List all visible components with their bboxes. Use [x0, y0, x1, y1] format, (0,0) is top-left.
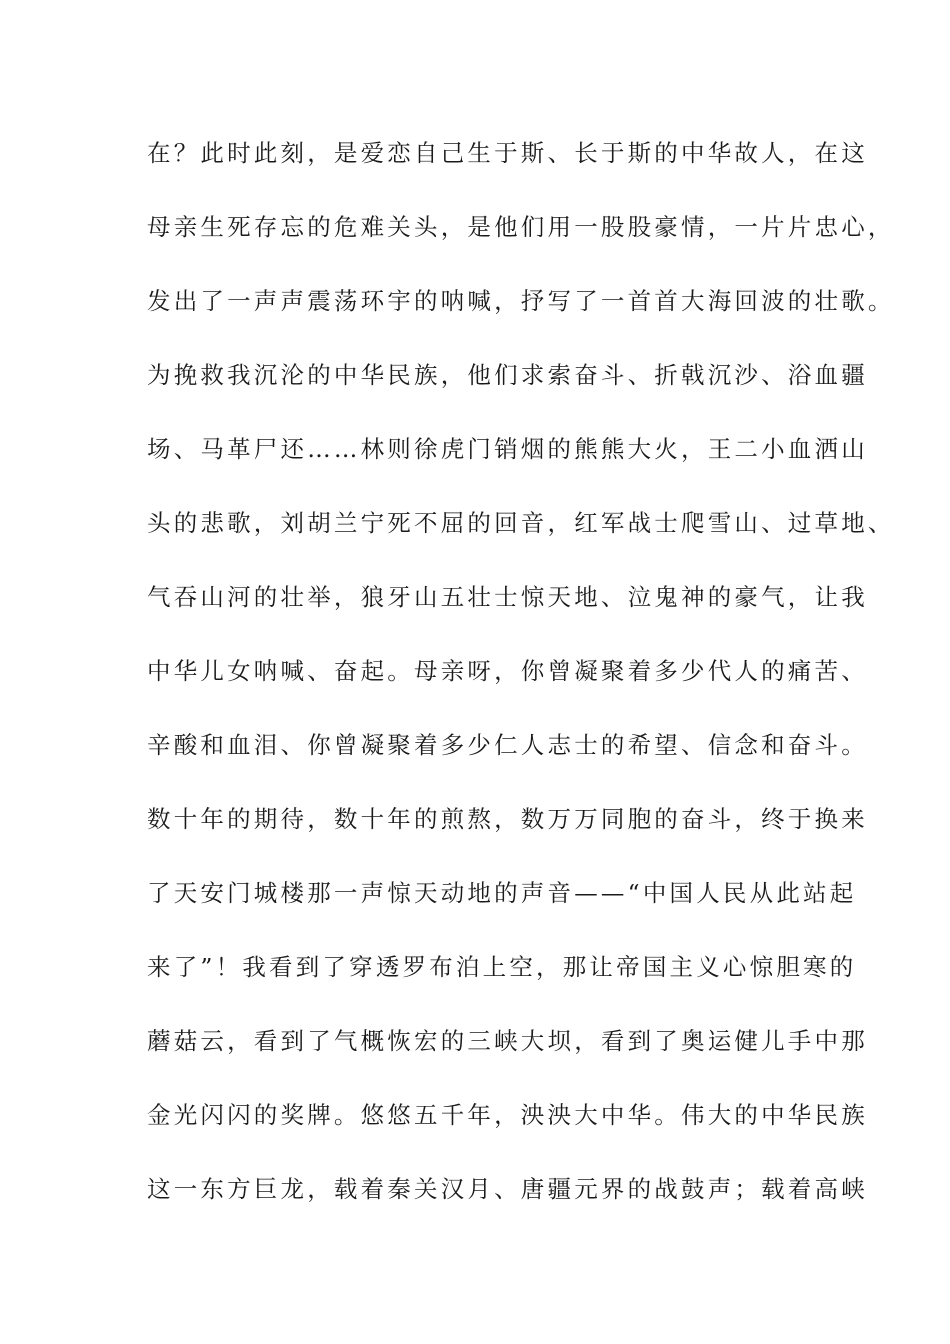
text-line: 了天安门城楼那一声惊天动地的声音——“中国人民从此站起	[147, 879, 857, 907]
text-line: 来了”！我看到了穿透罗布泊上空，那让帝国主义心惊胆寒的	[147, 953, 857, 981]
text-line: 金光闪闪的奖牌。悠悠五千年，泱泱大中华。伟大的中华民族	[147, 1101, 868, 1129]
text-line: 气吞山河的壮举，狼牙山五壮士惊天地、泣鬼神的豪气，让我	[147, 583, 868, 611]
text-line: 中华儿女呐喊、奋起。母亲呀，你曾凝聚着多少代人的痛苦、	[147, 657, 868, 685]
text-line: 在？此时此刻，是爱恋自己生于斯、长于斯的中华故人，在这	[147, 139, 868, 167]
text-line: 这一东方巨龙，载着秦关汉月、唐疆元界的战鼓声；载着高峡	[147, 1175, 868, 1203]
text-line: 数十年的期待，数十年的煎熬，数万万同胞的奋斗，终于换来	[147, 805, 868, 833]
text-line: 蘑菇云，看到了气概恢宏的三峡大坝，看到了奥运健儿手中那	[147, 1027, 868, 1055]
text-line: 发出了一声声震荡环宇的呐喊，抒写了一首首大海回波的壮歌。	[147, 287, 895, 315]
text-line: 母亲生死存忘的危难关头，是他们用一股股豪情，一片片忠心，	[147, 213, 895, 241]
text-line: 为挽救我沉沦的中华民族，他们求索奋斗、折戟沉沙、浴血疆	[147, 361, 868, 389]
text-line: 场、马革尸还……林则徐虎门销烟的熊熊大火，王二小血洒山	[147, 435, 868, 463]
text-line: 辛酸和血泪、你曾凝聚着多少仁人志士的希望、信念和奋斗。	[147, 731, 868, 759]
text-line: 头的悲歌，刘胡兰宁死不屈的回音，红军战士爬雪山、过草地、	[147, 509, 895, 537]
body-text	[147, 133, 895, 1243]
